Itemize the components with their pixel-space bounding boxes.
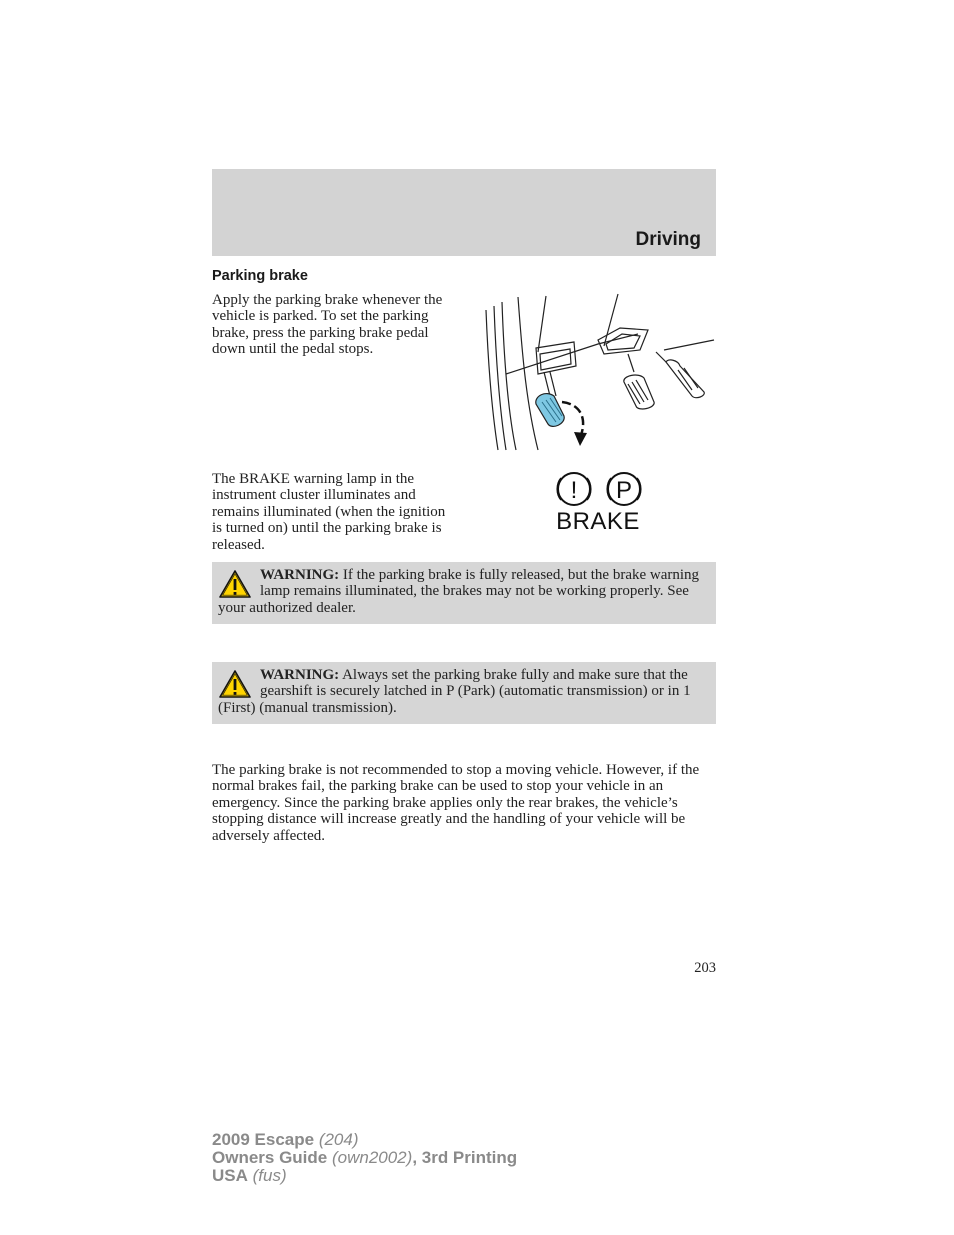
warning-box-brake-released [212, 562, 716, 624]
parking-brake-pedal-illustration [478, 292, 716, 452]
warning-text: Always set the parking brake fully and make sure that the gearshift is securely latched in P (Park) (automatic transmission) or in 1 (First) (manual transmission). [218, 667, 691, 716]
footer-model: 2009 Escape [212, 1130, 315, 1149]
warning-text: If the parking brake is fully released, but the brake warning lamp remains illuminated, the brakes may not be working properly. See your authorized dealer. [218, 567, 700, 616]
paragraph-apply-brake: Apply the parking brake whenever the vehicle is parked. To set the parking brake, press the parking brake pedal down until the pedal stops. [212, 292, 443, 358]
warning-triangle-icon [218, 569, 252, 599]
brake-lamp-circles-icon [552, 471, 644, 507]
section-title: Driving [635, 229, 701, 250]
warning-label: WARNING: [260, 667, 340, 683]
warning-triangle-icon [218, 669, 252, 699]
footer-line-guide [212, 1149, 517, 1167]
section-header-band [212, 169, 716, 256]
footer-guide: Owners Guide [212, 1148, 328, 1167]
footer-market-code: (fus) [247, 1166, 287, 1185]
footer-line-model [212, 1131, 517, 1149]
footer-market: USA [212, 1166, 248, 1185]
brake-warning-lamp-symbol [548, 471, 648, 537]
page-number: 203 [694, 960, 716, 976]
footer-line-market [212, 1167, 517, 1185]
footer-printing: , 3rd Printing [412, 1148, 518, 1167]
subheading-parking-brake: Parking brake [212, 268, 308, 284]
paragraph-brake-lamp: The BRAKE warning lamp in the instrument cluster illuminates and remains illuminated (when the ignition is turned on) until the parking brake is released. [212, 471, 446, 553]
paragraph-emergency-use: The parking brake is not recommended to stop a moving vehicle. However, if the normal brakes fail, the parking brake can be used to stop your vehicle in an emergency. Since the parking brake applies only the rear brakes, the vehicle’s stopping distance will increase greatly and the handling of your vehicle will be adversely affected. [212, 762, 700, 844]
warning-label: WARNING: [260, 567, 340, 583]
footer-guide-code: (own2002) [327, 1148, 413, 1167]
lamp-symbol-p: P [615, 477, 633, 504]
brake-lamp-label: BRAKE [556, 508, 640, 535]
document-footer [212, 1131, 517, 1185]
footer-model-code: (204) [314, 1130, 359, 1149]
warning-box-set-brake-fully [212, 662, 716, 724]
lamp-symbol-exclamation: ! [570, 477, 578, 504]
